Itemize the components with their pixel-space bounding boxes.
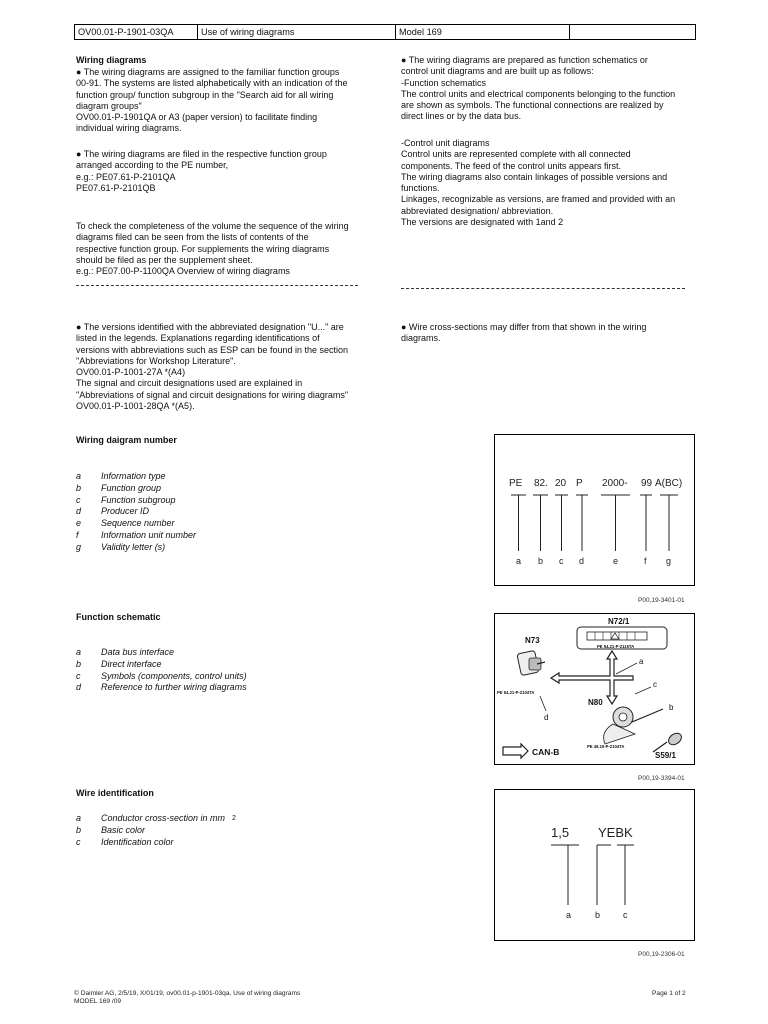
n72-label: N72/1 [608, 617, 630, 626]
token-text: 2000- [602, 478, 628, 489]
figure-caption-1: P00,19-3401-01 [638, 597, 685, 604]
wiring-number-figure [494, 434, 695, 586]
bracket-lines [511, 495, 678, 551]
label-d: d [544, 713, 549, 722]
n80-label: N80 [588, 698, 603, 707]
s59-switch [666, 731, 683, 747]
model-cell: Model 169 [396, 25, 570, 39]
footer-model: MODEL 169 /09 [74, 998, 122, 1005]
s59-label: S59/1 [655, 751, 676, 760]
blank-cell [570, 25, 695, 39]
legend-row: d Producer ID [76, 506, 150, 517]
wire-bracket-lines [551, 845, 634, 905]
ref-label-1: PE 54.21-P-2115TA [597, 644, 635, 649]
letter-label: c [623, 910, 628, 920]
legend-row: b Direct interface [76, 658, 162, 669]
cross-section-text: 1,5 [551, 825, 570, 840]
left-paragraph-2: ● The wiring diagrams are filed in the respective function group arranged according to the PE number, e.g.: PE07.61-P-2101QA PE07.61-P-2101QB [76, 149, 327, 193]
footer-copyright: © Daimler AG, 2/5/19, X/01/19, ov00.01-p-1901-03qa, Use of wiring diagrams [74, 990, 301, 997]
letter-label: d [579, 556, 585, 566]
label-c: c [653, 680, 657, 689]
right-paragraph-2: -Control unit diagrams Control units are represented complete with all connected components. The feed of the control units appears first. The wiring diagrams also contain linkages of possible versions and functions. Linkages, recognizable as versions, are framed and provided with an abbreviated designation/ abbreviation. The versions are designated with 1and 2 [401, 138, 676, 228]
token-text: 20 [555, 478, 567, 489]
letter-label: e [613, 556, 619, 566]
legend-row: a Conductor cross-section in mm 2 [76, 813, 236, 823]
right-divider [401, 288, 685, 289]
left-paragraph-3: To check the completeness of the volume the sequence of the wiring diagrams filed can be seen from the lists of contents of the respective function group. For supplements the wiring diagrams should be filed as per the supplement sheet. e.g.: PE07.00-P-1100QA Overview of wiring diagrams [76, 221, 349, 277]
left-paragraph-1: ● The wiring diagrams are assigned to the familiar function groups 00-91. The systems are listed alphabetically with an indication of the function group/ function subgroup in the "Search aid for all wiring diagram groups" OV00.01-P-1901QA or A3 (paper version) to facilitate finding individual wiring diagrams. [76, 67, 348, 134]
wire-identification-heading: Wire identification [76, 788, 154, 798]
function-schematic-heading: Function schematic [76, 612, 161, 622]
ref-label-2: PE 54.21-P-2104TA [497, 690, 535, 695]
legend-row: b Function group [76, 482, 162, 493]
token-text: 82. [534, 478, 548, 489]
wire-identification-legend [76, 813, 236, 848]
figure-caption-2: P00,19-3394-01 [638, 775, 685, 782]
label-b: b [669, 703, 674, 712]
doc-id-cell: OV00.01-P-1901-03QA [75, 25, 198, 39]
letter-label: b [538, 556, 544, 566]
legend-row: d Reference to further wiring diagrams [76, 682, 247, 693]
ref-label-3: PE 46.10-P-2104TA [587, 744, 625, 749]
header-table [74, 24, 696, 40]
legend-row: a Data bus interface [76, 647, 175, 657]
can-b-arrow-icon [503, 744, 528, 758]
color-code-text: YEBK [598, 825, 633, 840]
wiring-number-legend [76, 471, 196, 554]
label-a: a [639, 657, 644, 666]
title-cell: Use of wiring diagrams [198, 25, 396, 39]
function-schematic-diagram [495, 614, 694, 764]
superscript-2: 2 [232, 815, 236, 822]
token-text: 99 [641, 478, 653, 489]
data-bus-arrows [551, 651, 633, 704]
can-b-label: CAN-B [532, 747, 560, 757]
right-paragraph-3: ● Wire cross-sections may differ from that shown in the wiring diagrams. [401, 322, 647, 344]
right-paragraph-1: ● The wiring diagrams are prepared as function schematics or control unit diagrams and are built up as follows: -Function schematics The control units and electrical components belonging to the function are shown as symbols. The functional connections are realized by direct lines or by the data bus. [401, 55, 676, 122]
wire-identification-diagram [495, 790, 694, 940]
letter-label: b [595, 910, 601, 920]
wire-identification-figure [494, 789, 695, 941]
legend-row: a Information type [76, 471, 166, 481]
legend-row: c Function subgroup [76, 494, 176, 505]
token-text: P [576, 478, 583, 489]
legend-row: g Validity letter (s) [76, 541, 166, 552]
token-text: A(BC) [655, 478, 683, 489]
footer-page-number: Page 1 of 2 [652, 990, 686, 997]
figure-caption-3: P00,19-2306-01 [638, 951, 685, 958]
letter-label: f [644, 556, 647, 566]
token-text: PE [509, 478, 523, 489]
left-divider [76, 285, 358, 286]
letter-label: c [559, 556, 564, 566]
letter-label: g [666, 556, 672, 566]
letter-label: a [516, 556, 522, 566]
legend-row: e Sequence number [76, 518, 175, 529]
wiring-diagram-number-heading: Wiring daigram number [76, 435, 177, 445]
function-schematic-figure [494, 613, 695, 765]
legend-row: c Symbols (components, control units) [76, 670, 247, 681]
wiring-diagrams-heading: Wiring diagrams [76, 55, 147, 65]
legend-row: c Identification color [76, 836, 174, 847]
function-schematic-legend [76, 647, 247, 694]
left-paragraph-4: ● The versions identified with the abbreviated designation "U..." are listed in the legends. Explanations regarding identifications of versions with abbreviations such as ESP can be found in the section "Abbreviations for Workshop Literature". OV00.01-P-1001-27A *(A4) The signal and circuit designations used are explained in "Abbreviations of signal and circuit designations for wiring diagrams" OV00.01-P-1001-28QA *(A5). [76, 322, 349, 412]
legend-row: b Basic color [76, 824, 146, 835]
letter-label: a [566, 910, 572, 920]
legend-row: f Information unit number [76, 529, 197, 540]
n73-label: N73 [525, 636, 540, 645]
wiring-number-diagram [495, 435, 694, 585]
